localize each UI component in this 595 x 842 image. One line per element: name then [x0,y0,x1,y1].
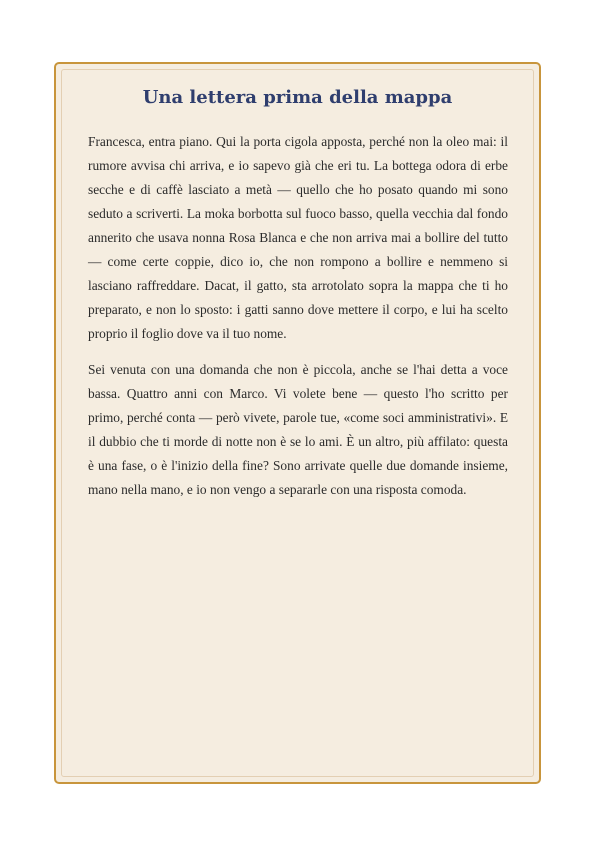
letter-title: Una lettera prima della mappa [142,87,453,108]
paragraph-1: Francesca, entra piano. Qui la porta cigola apposta, perché non la oleo mai: il rumore avvisa chi arriva, e io sapevo già che eri tu. La bottega odora di erbe secche e di caffè lasciato a metà — quello che ho posato quando mi sono seduto a scriverti. La moka borbotta sul fuoco basso, quella vecchia dal fondo annerito che usava nonna Rosa Blanca e che non arriva mai a bollire del tutto — come certe coppie, dico io, che non rompono a bollire e nemmeno si lasciano raffreddare. Dacat, il gatto, sta arrotolato sopra la mappa che ti ho preparato, e non lo sposto: i gatti sanno dove mettere il corpo, e lui ha scelto proprio il foglio dove va il tuo nome. [88,134,508,341]
letter-body [88,130,508,514]
paragraph-2: Sei venuta con una domanda che non è piccola, anche se l'hai detta a voce bassa. Quattro anni con Marco. Vi volete bene — questo l'ho scritto per primo, perché conta — però vivete, parole tue, «come soci amministrativi». E il dubbio che ti morde di notte non è se lo ami. È un altro, più affilato: questa è una fase, o è l'inizio della fine? Sono arrivate quelle due domande insieme, mano nella mano, e io non vengo a separarle con una risposta comoda. [88,362,508,497]
